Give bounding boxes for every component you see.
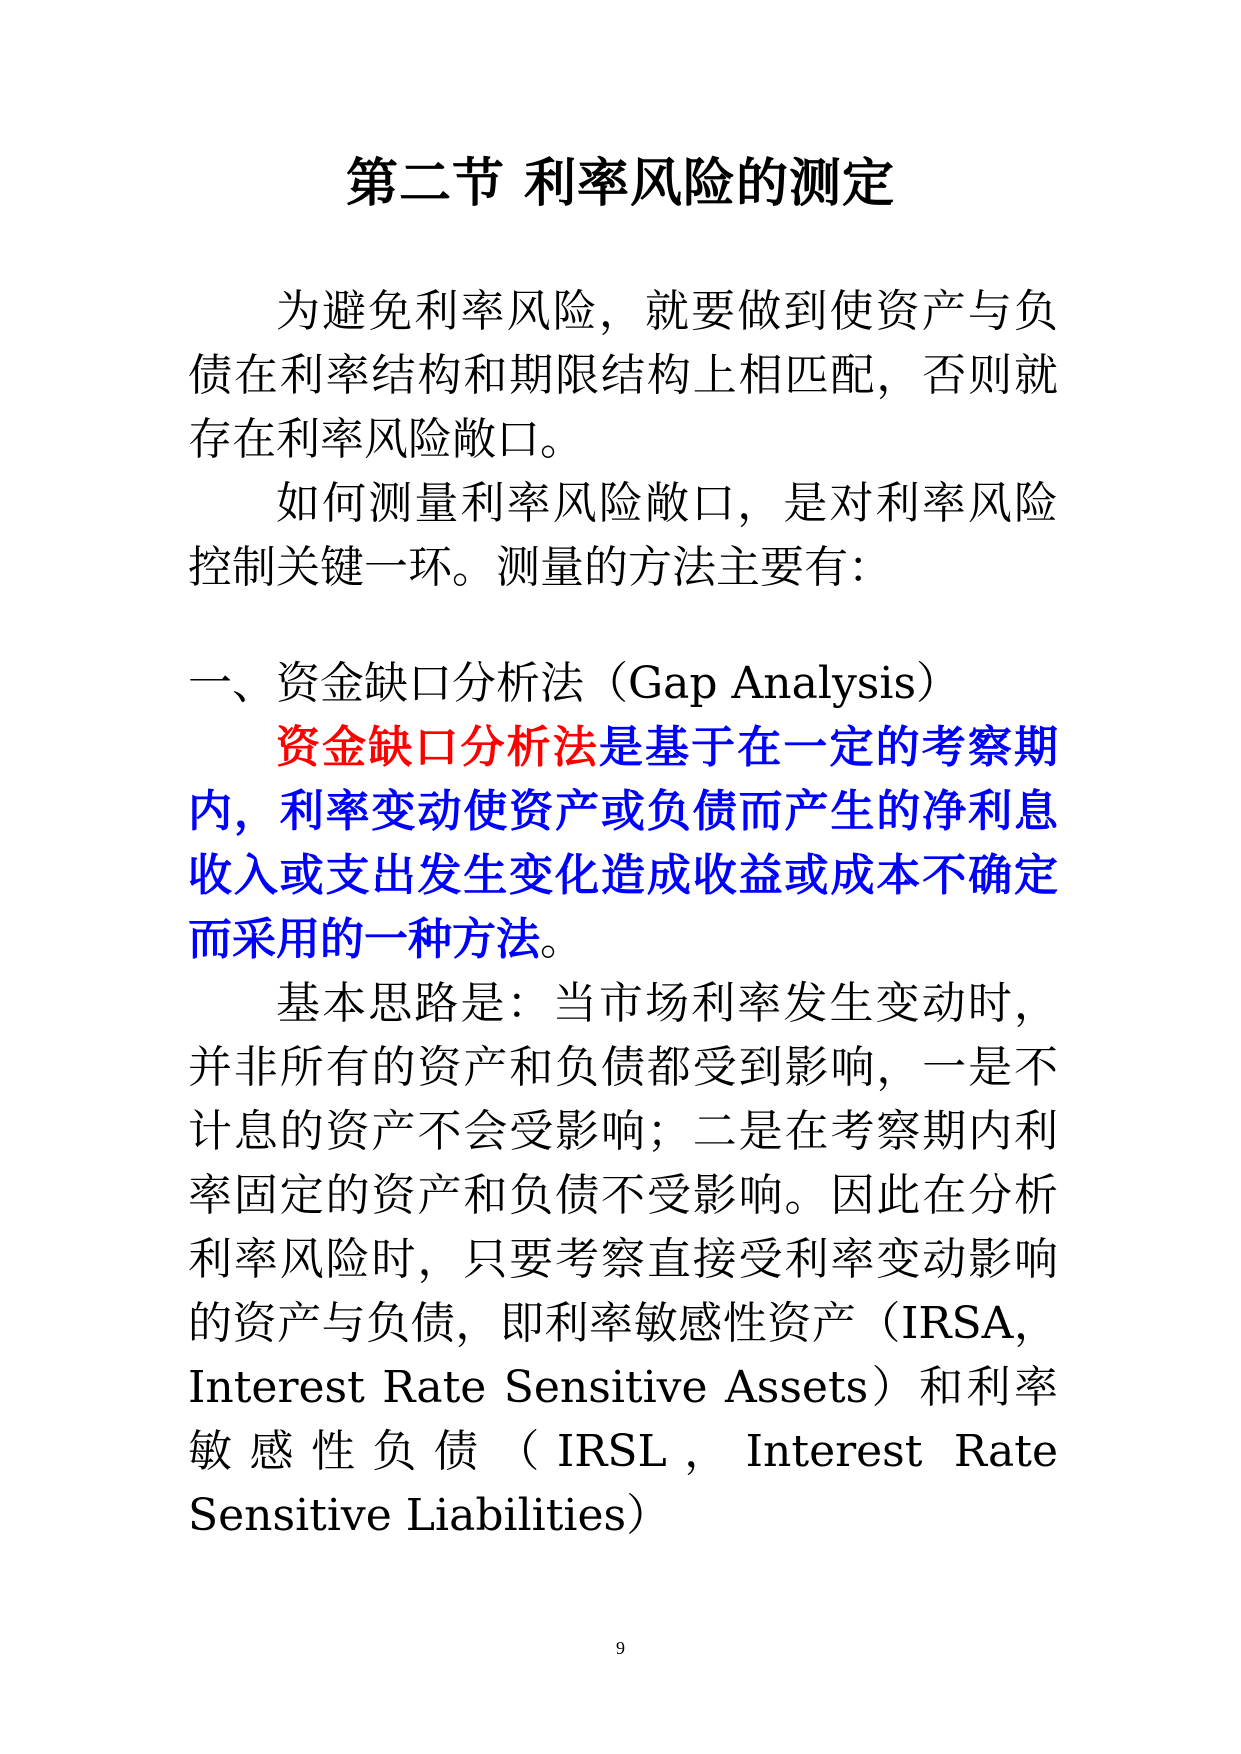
section-heading-gap-analysis: 一、资金缺口分析法（Gap Analysis）: [188, 658, 961, 709]
page-title: 第二节 利率风险的测定: [345, 154, 896, 214]
page-number: 9: [616, 1638, 625, 1658]
definition-body: 是基于在一定的考察期内，利率变动使资产或负债而产生的净利息收入或支出发生变化造成收益或成本不确定而采用的一种方法: [188, 722, 1058, 965]
spacer: [188, 600, 1058, 652]
definition-term: 资金缺口分析法: [276, 722, 599, 773]
definition-end: 。: [540, 914, 584, 965]
document-body: [188, 280, 1058, 1548]
paragraph-basic-idea: 基本思路是：当市场利率发生变动时，并非所有的资产和负债都受到影响，一是不计息的资产不会受影响；二是在考察期内利率固定的资产和负债不受影响。因此在分析利率风险时，只要考察直接受利率变动影响的资产与负债，即利率敏感性资产（IRSA，Interest Rate Sensitive Assets）和利率敏感性负债（IRSL，Interest Rate Sensitive Liabilities）: [188, 978, 1058, 1541]
paragraph-definition: [188, 716, 1058, 972]
paragraph-intro: 为避免利率风险，就要做到使资产与负债在利率结构和期限结构上相匹配，否则就存在利率风险敞口。: [188, 286, 1058, 465]
paragraph-measure: 如何测量利率风险敞口，是对利率风险控制关键一环。测量的方法主要有：: [188, 478, 1058, 593]
